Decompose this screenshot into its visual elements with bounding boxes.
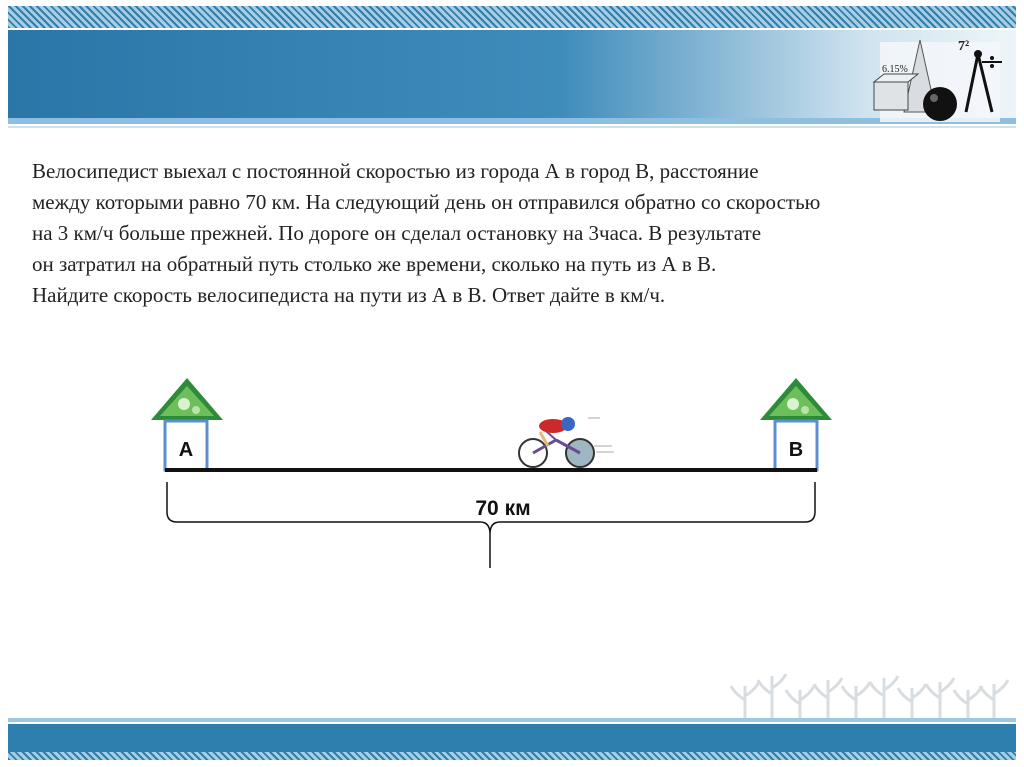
house-a-roof-icon bbox=[151, 378, 223, 420]
city-a-label: A bbox=[178, 439, 194, 461]
footer-decorative-stripe bbox=[8, 752, 1016, 760]
problem-line-2: между которыми равно 70 км. На следующий день он отправился обратно со скоростью bbox=[32, 190, 821, 214]
footer-divider bbox=[8, 718, 1016, 722]
problem-line-4: он затратил на обратный путь столько же времени, сколько на путь из А в В. bbox=[32, 252, 717, 276]
distance-label: 70 км bbox=[475, 497, 531, 520]
percent-text: 6.15% bbox=[882, 64, 908, 75]
power-text: 7² bbox=[958, 39, 970, 54]
plants-decoration-icon bbox=[731, 674, 1008, 718]
problem-line-3: на 3 км/ч больше прежней. По дороге он сделал остановку на 3часа. В результате bbox=[32, 221, 762, 245]
footer-band bbox=[8, 724, 1016, 752]
problem-line-1: Велосипедист выехал с постоянной скоростью из города А в город В, расстояние bbox=[32, 159, 759, 183]
problem-line-5: Найдите скорость велосипедиста на пути из А в В. Ответ дайте в км/ч. bbox=[32, 283, 666, 307]
house-b-roof-icon bbox=[760, 378, 832, 420]
city-b-label: B bbox=[788, 439, 804, 461]
distance-brace bbox=[167, 482, 815, 568]
cyclist-icon bbox=[519, 417, 614, 467]
